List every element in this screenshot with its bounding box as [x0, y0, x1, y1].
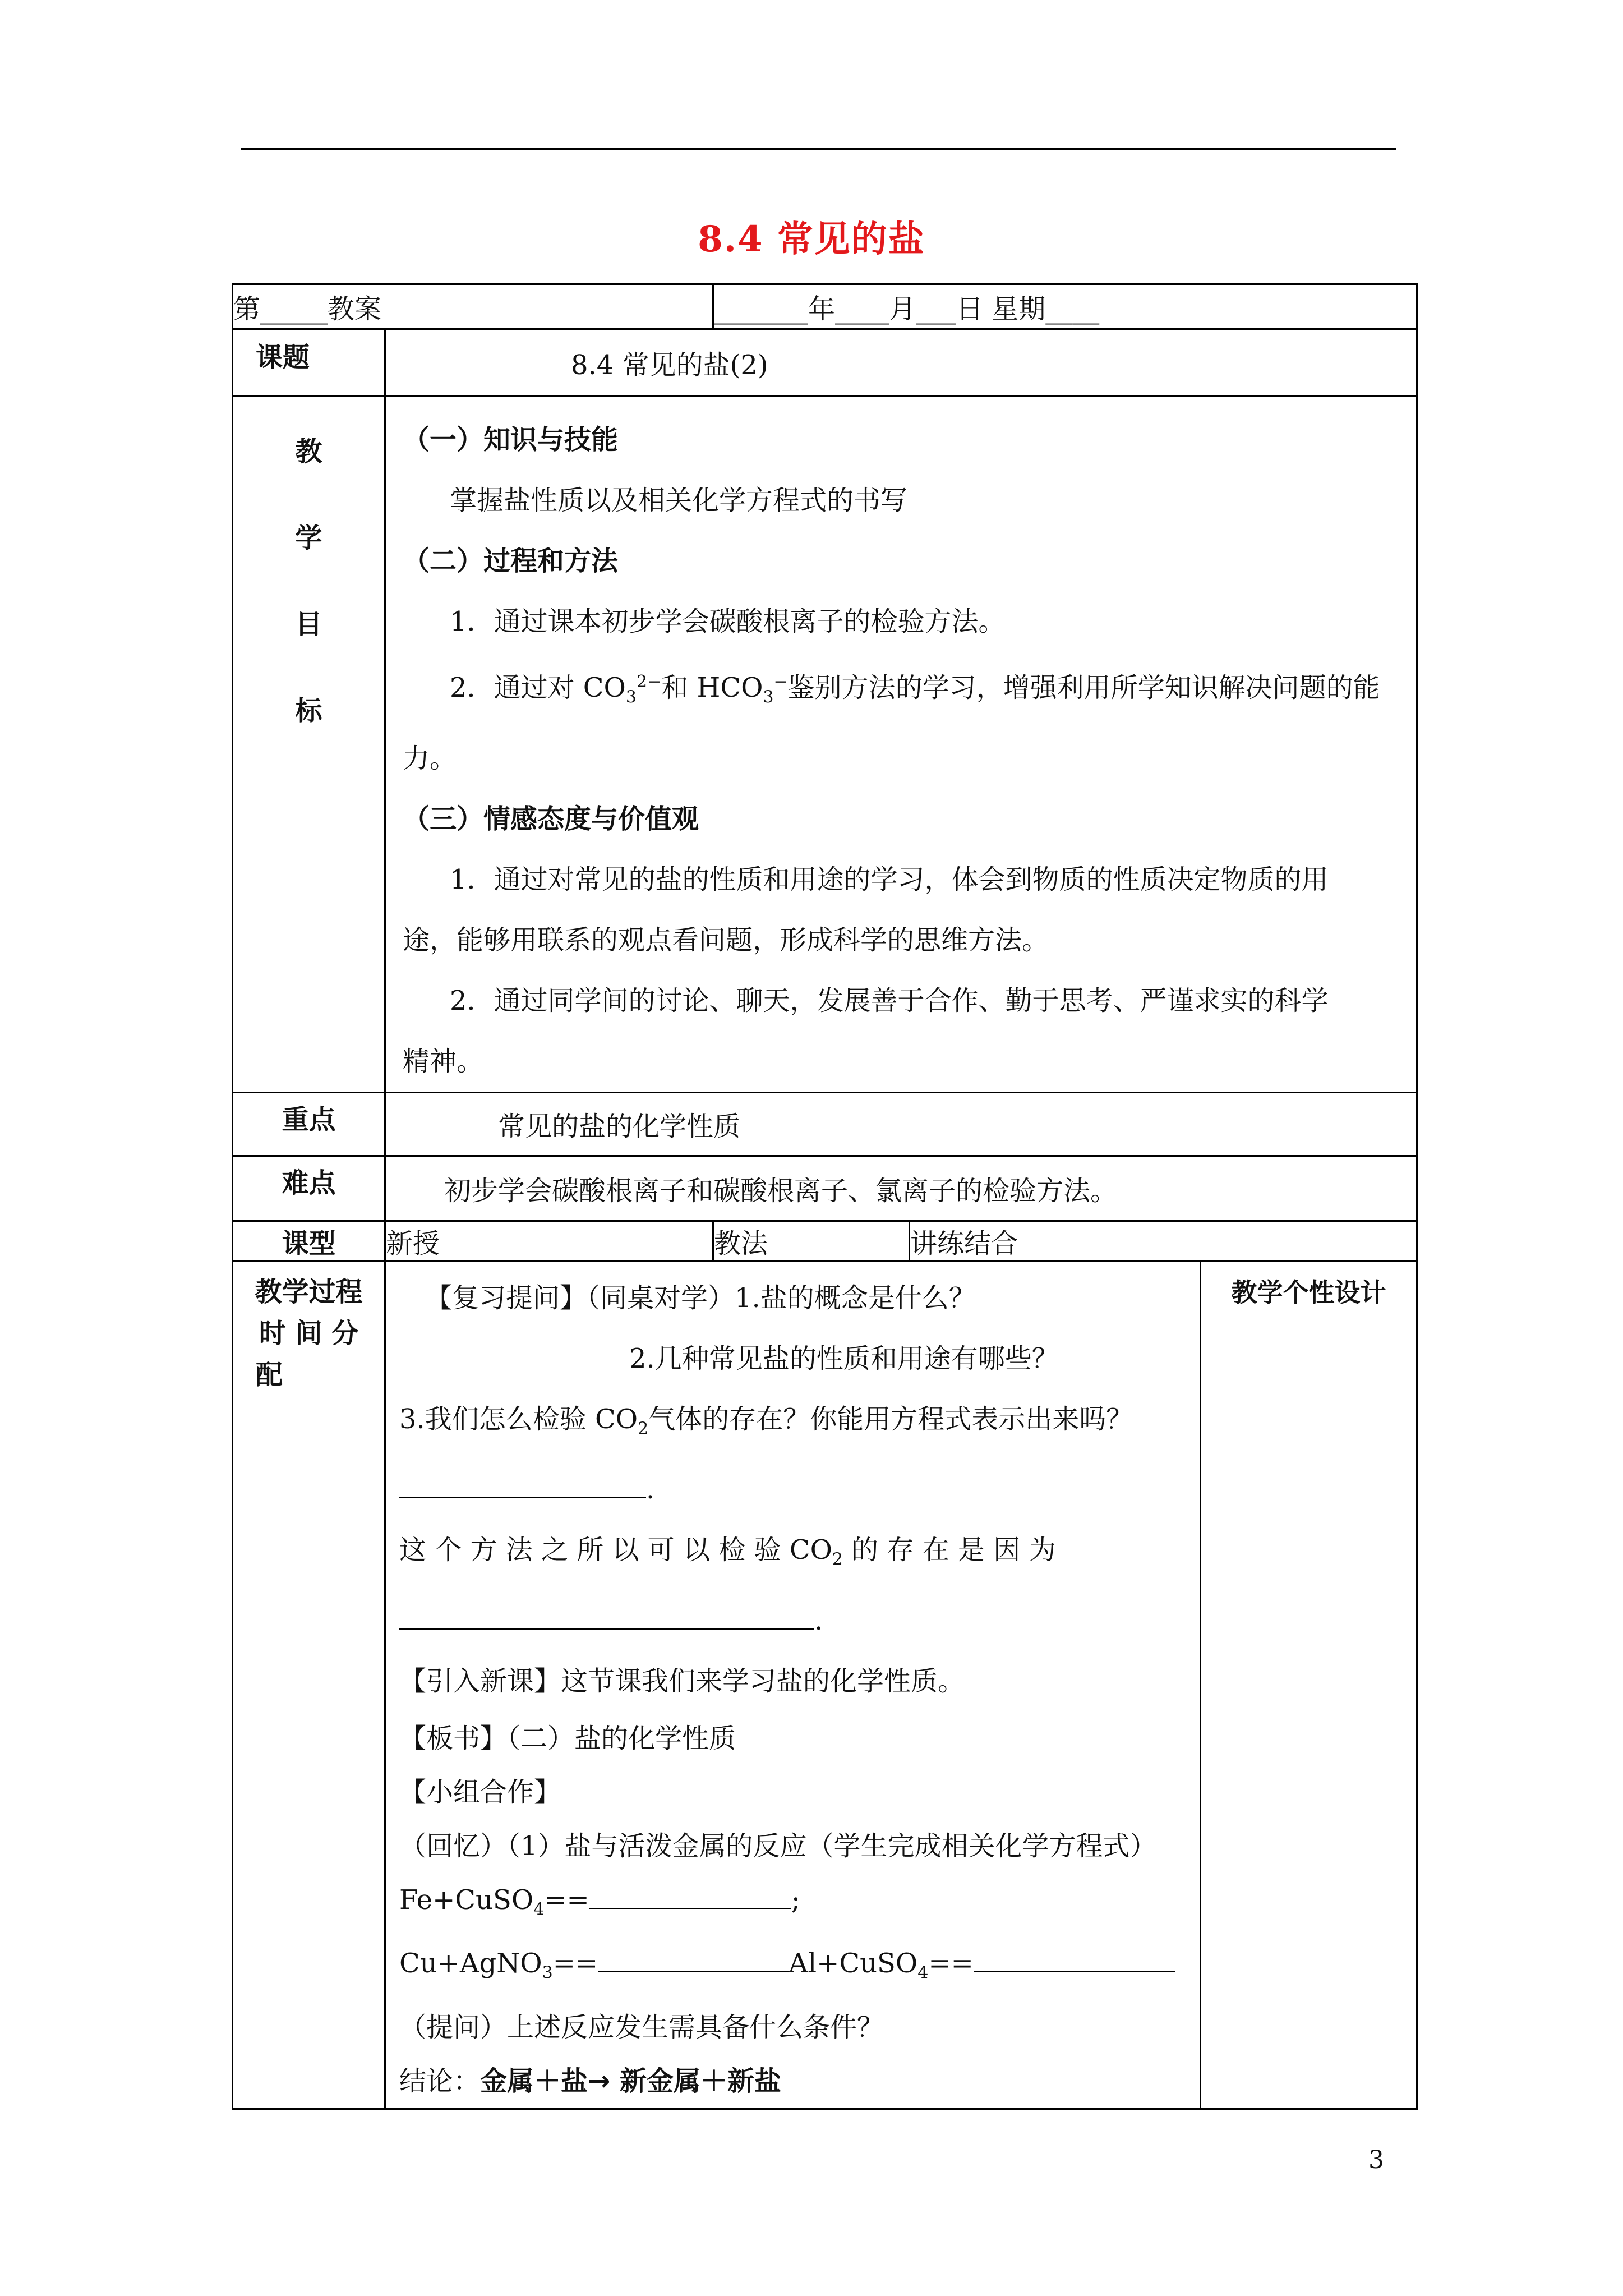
recall-text: （回忆）（1）盐与活泼金属的反应（学生完成相关化学方程式）: [399, 1830, 1157, 1862]
objectives-label-char: 标: [295, 695, 322, 726]
page-number: 3: [1368, 2146, 1384, 2174]
row-process: [233, 1261, 1417, 2109]
equation-blank: Cu+AgNO$_3$== Al+CuSO$_4$==: [399, 1936, 1188, 2000]
process-label-line: 时 间 分: [259, 1317, 359, 1349]
row-objectives: [233, 397, 1417, 1093]
review-question: 2.几种常见盐的性质和用途有哪些？: [629, 1342, 1059, 1374]
row-lesson-type: [233, 1221, 1417, 1261]
answer-blank-line: .: [399, 1459, 1188, 1520]
row-topic: [233, 329, 1417, 397]
topic-label: 课题: [233, 329, 385, 397]
equation-blank: Fe+CuSO$_4$== ;: [399, 1884, 800, 1920]
new-lesson-intro: 【引入新课】这节课我们来学习盐的化学性质。: [399, 1665, 965, 1697]
plan-number-cell: [233, 284, 713, 329]
objectives-label-char: 目: [295, 609, 322, 640]
conclusion: 结论：金属＋盐→ 新金属＋新盐: [399, 2065, 781, 2097]
objective-text: 途，能够用联系的观点看问题，形成科学的思维方法。: [403, 924, 1049, 956]
review-question: 【复习提问】（同桌对学）1.盐的概念是什么？: [425, 1282, 976, 1314]
objective-heading: （二）过程和方法: [403, 545, 619, 577]
answer-blank-line: .: [399, 1590, 1188, 1651]
objective-text: 精神。: [403, 1045, 484, 1077]
method-label: 教法: [713, 1221, 910, 1261]
method-value: 讲练结合: [910, 1221, 1417, 1261]
objective-heading: （一）知识与技能: [403, 424, 619, 455]
group-work-heading: 【小组合作】: [399, 1776, 561, 1808]
objective-text: 力。: [403, 742, 457, 774]
objectives-label: [233, 397, 385, 1093]
objective-text: 1．通过课本初步学会碳酸根离子的检验方法。: [450, 606, 1006, 637]
design-label: 教学个性设计: [1201, 1261, 1417, 2109]
process-label-line: 教学过程: [255, 1276, 363, 1308]
objectives-label-char: 教: [295, 436, 322, 467]
board-note: 【板书】（二）盐的化学性质: [399, 1722, 736, 1754]
objective-text: 1．通过对常见的盐的性质和用途的学习，体会到物质的性质决定物质的用: [450, 863, 1329, 895]
objective-text: 掌握盐性质以及相关化学方程式的书写: [450, 485, 908, 516]
process-content: [385, 1261, 1201, 2109]
process-label-line: 配: [256, 1359, 283, 1391]
key-point-label: 重点: [233, 1092, 385, 1156]
plan-number: 第_____教案: [233, 293, 382, 325]
objective-text: 2．通过同学间的讨论、聊天，发展善于合作、勤于思考、严谨求实的科学: [450, 984, 1329, 1016]
page-title: 8.4 常见的盐: [698, 218, 925, 260]
date-field: _______年____月___日 星期____: [714, 293, 1100, 325]
difficulty-label: 难点: [233, 1156, 385, 1221]
date-cell: [713, 284, 1417, 329]
row-difficulty: [233, 1156, 1417, 1221]
lesson-plan-table: [232, 283, 1418, 2110]
objective-text: 2．通过对 $CO_3^{2-}$和 $HCO_3^-$鉴别方法的学习，增强利用所学知识解决问题的能: [450, 672, 1380, 707]
process-label: [233, 1261, 385, 2109]
objective-heading: （三）情感态度与价值观: [403, 803, 699, 835]
topic-value: 8.4 常见的盐(2): [385, 329, 1417, 397]
objectives-content: [385, 397, 1417, 1093]
review-question: 3.我们怎么检验 $CO_2$气体的存在？你能用方程式表示出来吗？: [399, 1403, 1133, 1439]
review-question: 这 个 方 法 之 所 以 可 以 检 验 $CO_2$ 的 存 在 是 因 为: [399, 1534, 1056, 1570]
row-header: [233, 284, 1417, 329]
objectives-label-char: 学: [295, 522, 322, 554]
header-rule: [241, 148, 1396, 150]
lesson-type-value: 新授: [385, 1221, 713, 1261]
lesson-type-label: 课型: [233, 1221, 385, 1261]
row-key-point: [233, 1092, 1417, 1156]
question-text: （提问）上述反应发生需具备什么条件？: [399, 2011, 884, 2043]
key-point-value: 常见的盐的化学性质: [385, 1092, 1417, 1156]
difficulty-value: 初步学会碳酸根离子和碳酸根离子、氯离子的检验方法。: [385, 1156, 1417, 1221]
